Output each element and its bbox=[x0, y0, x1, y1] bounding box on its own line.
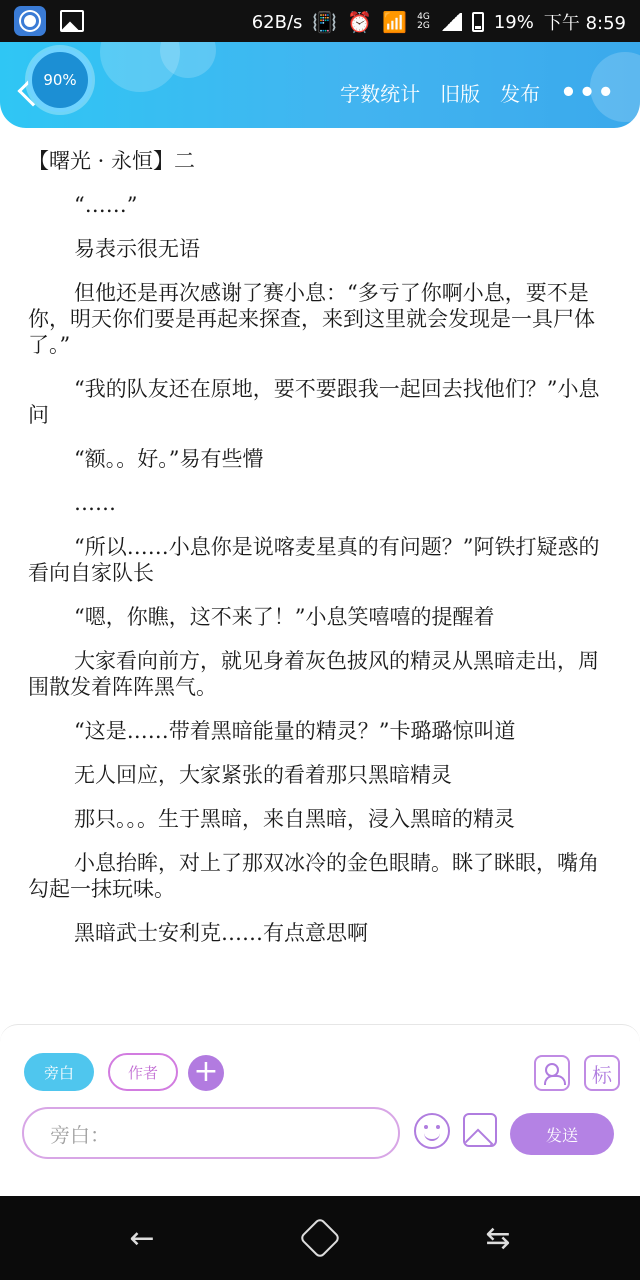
alarm-icon: ⏰ bbox=[347, 10, 373, 34]
paragraph: 大家看向前方，就见身着灰色披风的精灵从黑暗走出，周围散发着阵阵黑气。 bbox=[28, 649, 599, 699]
input-panel bbox=[0, 1024, 640, 1196]
chapter-title: 【曙光 · 永恒】二 bbox=[28, 149, 196, 173]
paragraph: “我的队友还在原地，要不要跟我一起回去找他们？”小息问 bbox=[28, 377, 600, 427]
message-input[interactable] bbox=[22, 1107, 400, 1159]
nav-home-icon[interactable] bbox=[300, 1218, 340, 1258]
role-narrator-chip[interactable]: 旁白 bbox=[24, 1053, 94, 1091]
paragraph: …… bbox=[74, 491, 116, 515]
paragraph: 无人回应，大家紧张的看着那只黑暗精灵 bbox=[74, 763, 452, 787]
publish-button[interactable]: 发布 bbox=[500, 82, 541, 106]
paragraph: “所以……小息你是说喀麦星真的有问题？”阿铁打疑惑的看向自家队长 bbox=[28, 535, 600, 585]
character-icon[interactable] bbox=[534, 1055, 570, 1091]
progress-label: 90% bbox=[43, 71, 77, 89]
battery-level: 19% bbox=[493, 11, 534, 33]
word-count-button[interactable]: 字数统计 bbox=[340, 82, 421, 106]
signal-icon bbox=[440, 13, 462, 31]
paragraph: 易表示很无语 bbox=[74, 237, 200, 261]
more-icon[interactable]: ••• bbox=[560, 77, 616, 108]
status-bar bbox=[0, 0, 640, 42]
image-icon[interactable] bbox=[463, 1113, 497, 1147]
old-version-button[interactable]: 旧版 bbox=[440, 82, 481, 106]
paragraph: “这是……带着黑暗能量的精灵？”卡璐璐惊叫道 bbox=[74, 719, 516, 743]
network-type-2g: 2G bbox=[417, 21, 430, 31]
role-author-chip[interactable]: 作者 bbox=[108, 1053, 178, 1091]
editor-header bbox=[0, 42, 640, 128]
wifi-icon: 📶 bbox=[382, 10, 408, 34]
app-notification-icon bbox=[14, 6, 46, 36]
paragraph: “额。。好。”易有些懵 bbox=[74, 447, 264, 471]
vibrate-icon: 📳 bbox=[312, 10, 338, 34]
battery-icon bbox=[472, 12, 484, 32]
add-role-button[interactable]: + bbox=[188, 1055, 224, 1091]
message-input-placeholder: 旁白： bbox=[50, 1122, 110, 1147]
paragraph: 黑暗武士安利克……有点意思啊 bbox=[74, 921, 368, 945]
paragraph: “……” bbox=[74, 193, 138, 217]
paragraph: 那只。。。生于黑暗，来自黑暗，浸入黑暗的精灵 bbox=[74, 807, 515, 831]
paragraph: 但他还是再次感谢了赛小息：“多亏了你啊小息，要不是你，明天你们要是再起来探查，来到这里就会发现是一具尸体了。” bbox=[28, 281, 595, 357]
network-type-4g: 4G bbox=[417, 12, 430, 22]
paragraph: 小息抬眸，对上了那双冰冷的金色眼睛。眯了眯眼，嘴角勾起一抹玩味。 bbox=[28, 851, 599, 901]
emoji-icon[interactable] bbox=[414, 1113, 450, 1149]
nav-back-icon[interactable]: ← bbox=[129, 1220, 155, 1256]
gallery-notification-icon bbox=[60, 10, 84, 32]
send-button[interactable]: 发送 bbox=[510, 1113, 614, 1155]
progress-indicator bbox=[28, 48, 92, 112]
story-content bbox=[28, 148, 612, 946]
nav-recent-apps-icon[interactable]: ⇆ bbox=[485, 1220, 511, 1256]
paragraph: “嗯，你瞧，这不来了！”小息笑嘻嘻的提醒着 bbox=[74, 605, 495, 629]
network-speed: 62B/s bbox=[251, 11, 303, 33]
navigation-bar bbox=[0, 1196, 640, 1280]
mark-button[interactable]: 标 bbox=[584, 1055, 620, 1091]
clock: 下午 8:59 bbox=[543, 13, 626, 34]
